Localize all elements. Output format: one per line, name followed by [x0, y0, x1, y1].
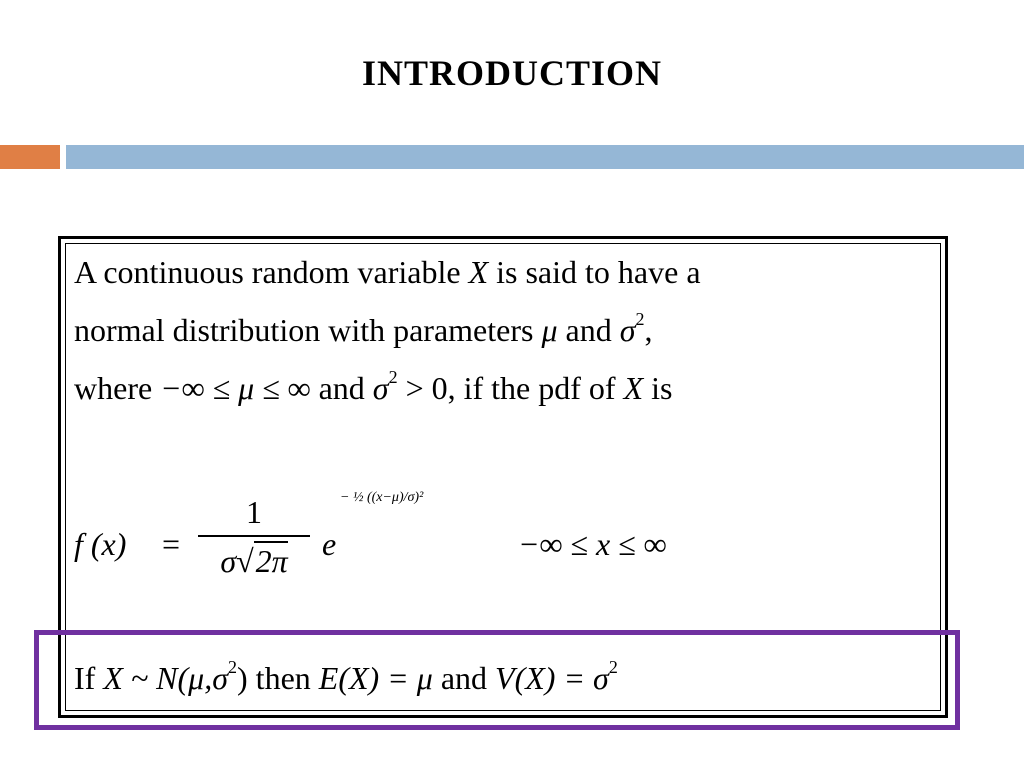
superscript: 2 [228, 657, 238, 678]
distribution: ~ N(μ,σ [130, 660, 229, 696]
formula-lhs: f (x) [74, 526, 127, 562]
fraction-bar [198, 535, 310, 537]
sqrt-content: 2π [255, 543, 288, 579]
fraction [198, 494, 310, 580]
result-highlight-box [34, 630, 960, 730]
text: If [74, 660, 96, 696]
exp-base: e [322, 526, 337, 562]
variable-x: X [468, 254, 489, 290]
text: if the pdf of [463, 370, 616, 406]
text: then [255, 660, 311, 696]
symbol-sigma: σ [619, 312, 636, 348]
text: > 0, [405, 370, 456, 406]
definition-line-1 [74, 256, 701, 288]
denominator: σ√2π [220, 543, 288, 579]
text: and [565, 312, 612, 348]
equals-sign: = [162, 526, 181, 562]
text: is said to have a [496, 254, 701, 290]
mu-range: −∞ ≤ μ ≤ ∞ [160, 370, 311, 406]
accent-bar-blue [66, 145, 1024, 169]
numerator: 1 [246, 494, 262, 530]
superscript: 2 [388, 367, 398, 388]
text: , [644, 312, 653, 348]
accent-bar-orange [0, 145, 60, 169]
exponent: − ½ ((x−μ)/σ)² [340, 490, 424, 505]
superscript: 2 [635, 309, 645, 330]
definition-line-2 [74, 309, 653, 348]
text: where [74, 370, 153, 406]
expectation: E(X) = μ [318, 660, 433, 696]
text: A continuous random variable [74, 254, 461, 290]
variance: V(X) = σ [495, 660, 609, 696]
variable-x: X [103, 660, 123, 696]
x-range: −∞ ≤ x ≤ ∞ [518, 526, 667, 562]
pdf-formula [74, 490, 774, 590]
variable-x: X [623, 370, 644, 406]
symbol-sigma: σ [220, 543, 237, 579]
definition-line-3 [74, 367, 673, 406]
text: is [651, 370, 673, 406]
symbol-mu: μ [541, 312, 558, 348]
text: ) [237, 660, 248, 696]
superscript: 2 [608, 657, 618, 678]
symbol-sigma: σ [372, 370, 389, 406]
slide-title: INTRODUCTION [361, 53, 663, 93]
text: and [440, 660, 488, 696]
text: and [318, 370, 365, 406]
text: normal distribution with parameters [74, 312, 534, 348]
